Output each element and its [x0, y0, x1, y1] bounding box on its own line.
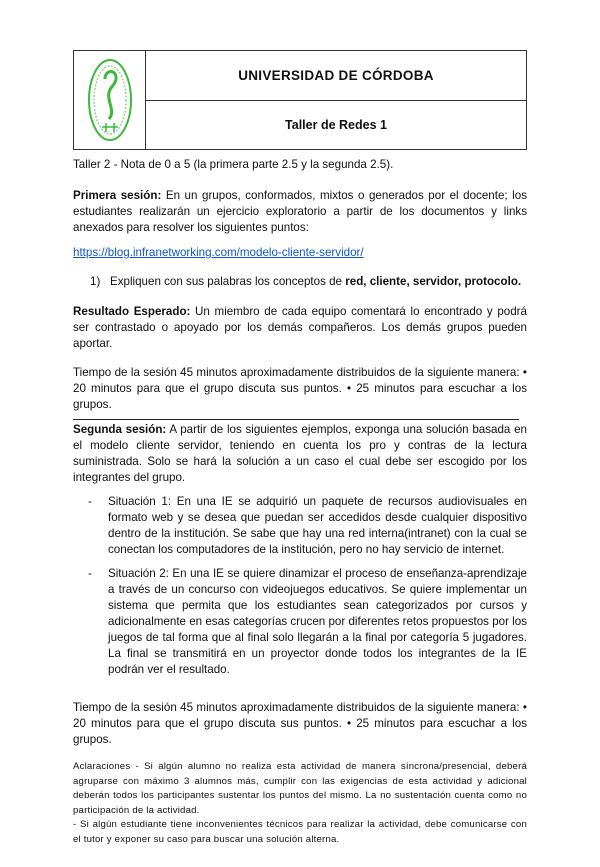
segunda-sesion-label: Segunda sesión:	[73, 423, 167, 436]
resultado-label: Resultado Esperado:	[73, 305, 191, 318]
point-bold-text: red, cliente, servidor, protocolo.	[345, 275, 522, 288]
primera-sesion-text: En un grupos, conformados, mixtos o generados por el docente; los estudiantes realizarán un ejercicio exploratorio a partir de los documentos y links anexados para resolver los siguientes puntos:	[73, 189, 527, 234]
tiempo-paragraph-2: Tiempo de la sesión 45 minutos aproximadamente distribuidos de la siguiente manera: • 20 minutos para que el grupo discuta sus puntos. • 25 minutos para escuchar a los grupos.	[73, 701, 527, 746]
university-seal-logo	[74, 51, 146, 149]
aclaraciones-paragraph: Aclaraciones - Si algún alumno no realiza esta actividad de manera síncrona/presencial, deberá agruparse con máximo 3 alumnos más, cumplir con las exigencias de esta actividad y adicional deberán todos los participantes sustentar los puntos del mismo. La no sustentación cuenta como no participación de la actividad.	[73, 761, 527, 816]
header-table	[73, 50, 527, 150]
point-1	[73, 274, 527, 290]
primera-sesion-label: Primera sesión:	[73, 189, 162, 202]
primera-sesion-paragraph	[73, 188, 527, 236]
bullet-dash: -	[88, 495, 92, 508]
tiempo-paragraph-1: Tiempo de la sesión 45 minutos aproximadamente distribuidos de la siguiente manera: • 20 minutos para que el grupo discuta sus puntos. • 25 minutos para escuchar a los grupos.	[73, 366, 527, 411]
aclaraciones-note: - Si algún estudiante tiene inconvenientes técnicos para realizar la actividad, debe comunicarse con el tutor y exponer su caso para buscar una solución alterna.	[73, 819, 527, 845]
link-line	[73, 245, 527, 261]
intro-text: Taller 2 - Nota de 0 a 5 (la primera parte 2.5 y la segunda 2.5).	[73, 158, 394, 171]
resultado-paragraph	[73, 304, 527, 352]
university-name: UNIVERSIDAD DE CÓRDOBA	[146, 51, 526, 101]
segunda-sesion-text: A partir de los siguientes ejemplos, exponga una solución basada en el modelo cliente servidor, teniendo en cuenta los pro y contras de la lectura suministrada. Solo se hará la solución a un caso el cual debe ser escogido por los integrantes del grupo.	[73, 423, 527, 484]
situacion-1: Situación 1: En una IE se adquirió un paquete de recursos audiovisuales en formato web y se desea que puedan ser accedidos desde cualquier dispositivo dentro de la institución. Se sabe que hay una red interna(intranet) con la cual se conectan los computadores de la institución, pero no hay servicio de internet.	[108, 495, 527, 556]
bullet-dash: -	[88, 567, 92, 580]
segunda-sesion-paragraph	[73, 422, 527, 486]
divider-line	[73, 419, 519, 420]
reference-link[interactable]: https://blog.infranetworking.com/modelo-cliente-servidor/	[73, 246, 364, 259]
situacion-2-row	[73, 566, 527, 678]
situacion-2: Situación 2: En una IE se quiere dinamizar el proceso de enseñanza-aprendizaje a través de un concurso con videojuegos educativos. Se quiere implementar un sistema que permita que los estudiantes sean categorizados por cursos y adicionalmente en esas categorías crucen por diferentes retos propuestos por los juegos de tal forma que al final solo llegarán a la final por categoría 5 jugadores. La final se transmitirá en un proyector donde todos los integrantes de la IE podrán ver el resultado.	[108, 567, 527, 676]
point-number: 1)	[90, 275, 101, 288]
course-title: Taller de Redes 1	[285, 117, 387, 132]
resultado-text: Un miembro de cada equipo comentará lo encontrado y podrá ser contrastado o apoyado por los demás compañeros. Los demás grupos pueden aportar.	[73, 305, 527, 350]
situacion-1-row	[73, 494, 527, 558]
point-text: Expliquen con sus palabras los conceptos de	[109, 275, 346, 288]
